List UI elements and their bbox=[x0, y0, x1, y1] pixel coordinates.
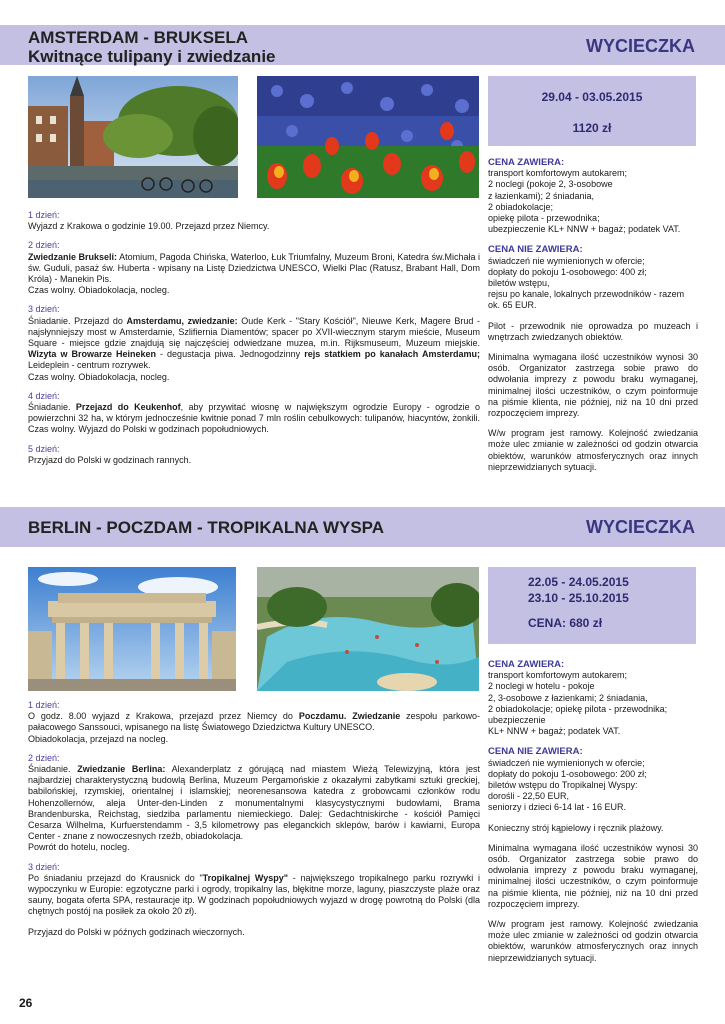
trip2-dates-2: 23.10 - 25.10.2015 bbox=[528, 591, 629, 605]
day-heading: 1 dzień: bbox=[28, 700, 60, 710]
trip2-dates-1: 22.05 - 24.05.2015 bbox=[528, 575, 629, 589]
trip1-dates: 29.04 - 03.05.2015 bbox=[541, 90, 643, 104]
trip2-tag: WYCIECZKA bbox=[586, 517, 695, 537]
day-heading: 3 dzień: bbox=[28, 304, 60, 315]
trip1-price-box bbox=[488, 76, 696, 146]
day-text: Czas wolny. Obiadokolacja, nocleg. bbox=[28, 285, 170, 296]
trip1-title-line1: AMSTERDAM - BRUKSELA bbox=[28, 28, 249, 47]
brandenburg-gate-photo bbox=[28, 567, 236, 691]
trip1-banner bbox=[0, 25, 725, 65]
day-text: Powrót do hotelu, nocleg. bbox=[28, 842, 130, 853]
includes-line: 2 obiadokolacje; bbox=[488, 201, 554, 212]
page-number: 26 bbox=[19, 996, 33, 1010]
includes-line: ubezpieczenie bbox=[488, 715, 546, 726]
tulip-field-photo bbox=[257, 76, 479, 198]
excludes-heading: CENA NIE ZAWIERA: bbox=[488, 746, 583, 758]
note: W/w program jest ramowy. Kolejność zwiedzania może ulec zmianie w zależności od godzin otwarcia obiektów, warunków atmosferycznych oraz innych nieprzewidzianych sytuacji. bbox=[488, 919, 698, 963]
includes-line: 2 noclegi w hotelu - pokoje bbox=[488, 681, 595, 692]
includes-line: z łazienkami); 2 śniadania, bbox=[488, 190, 595, 201]
note: Konieczny strój kąpielowy i ręcznik plażowy. bbox=[488, 822, 664, 833]
excludes-line: rejsu po kanale, lokalnych przewodników - razem ok. 65 EUR. bbox=[488, 289, 685, 311]
day-heading: 4 dzień: bbox=[28, 390, 60, 401]
day-text: O godz. 8.00 wyjazd z Krakowa, przejazd przez Niemcy do Poczdamu. Zwiedzanie zespołu parkowo-pałacowego Sanssouci, wpisanego na listę Światowego Dziedzictwa Kultury UNESCO. bbox=[28, 711, 480, 733]
trip1-price: 1120 zł bbox=[572, 121, 612, 135]
trip1-tag: WYCIECZKA bbox=[586, 36, 695, 56]
tropical-island-photo bbox=[257, 567, 479, 691]
trip2-info bbox=[488, 659, 698, 964]
day-text: Przyjazd do Polski w godzinach rannych. bbox=[28, 454, 192, 465]
day-text: Zwiedzanie Brukseli: Atomium, Pagoda Chińska, Waterloo, Łuk Triumfalny, Muzeum Broni, Katedra św.Michała i św. Guduli, pasaż św. Huberta - wpisany na Listę Dziedzictwa UNESCO, Wielki Plac (Ratusz, Brabant Hall, Dom Króla) - Manekin Pis. bbox=[28, 251, 481, 285]
trip1-title-line2: Kwitnące tulipany i zwiedzanie bbox=[28, 47, 276, 66]
day-heading: 2 dzień: bbox=[28, 752, 60, 763]
note: Pilot - przewodnik nie oprowadza po muzeach i wnętrzach zwiedzanych obiektów. bbox=[488, 320, 698, 342]
excludes-line: dopłaty do pokoju 1-osobowego: 400 zł; bbox=[488, 266, 647, 277]
day-heading: 5 dzień: bbox=[28, 443, 60, 454]
excludes-line: dorośli - 22,50 EUR, bbox=[488, 791, 570, 802]
trip1-itinerary bbox=[28, 210, 480, 466]
trip2-banner bbox=[0, 507, 725, 547]
trip2-price: CENA: 680 zł bbox=[528, 616, 603, 630]
day-text: Przyjazd do Polski w późnych godzinach wieczornych. bbox=[28, 926, 245, 937]
trip2-itinerary bbox=[28, 700, 480, 938]
includes-line: 2 obiadokolacje; opiekę pilota - przewodnika; bbox=[488, 703, 668, 714]
day-heading: 3 dzień: bbox=[28, 861, 60, 872]
excludes-line: dopłaty do pokoju 1-osobowego: 200 zł; bbox=[488, 768, 647, 779]
excludes-line: biletów wstępu, bbox=[488, 278, 550, 289]
excludes-line: świadczeń nie wymienionych w ofercie; bbox=[488, 757, 645, 768]
trip2-price-box bbox=[488, 567, 696, 644]
note: Minimalna wymagana ilość uczestników wynosi 30 osób. Organizator zastrzega sobie prawo do odwołania imprezy z powodu braku wymaganej, minimalnej ilości uczestników, o czym poinformuje na piśmie klienta, nie później, niż na 10 dni przed rozpoczęciem imprezy. bbox=[488, 352, 698, 419]
day-text: Wyjazd z Krakowa o godzinie 19.00. Przejazd przez Niemcy. bbox=[28, 221, 270, 232]
excludes-heading: CENA NIE ZAWIERA: bbox=[488, 244, 583, 256]
day-text: Czas wolny. Obiadokolacja, nocleg. bbox=[28, 371, 170, 382]
excludes-line: świadczeń nie wymienionych w ofercie; bbox=[488, 255, 645, 266]
trip1-info bbox=[488, 157, 698, 473]
trip2-title: BERLIN - POCZDAM - TROPIKALNA WYSPA bbox=[28, 518, 385, 537]
day-text: Śniadanie. Zwiedzanie Berlina: Alexanderplatz z górującą nad miastem Wieżą Telewizyjną, która jest najbardziej charakterystyczną budowlą Berlina, Muzeum Pergamońskie z okazałymi zabytkami sztuki greckiej, babilońskiej, rzymskiej, orientalnej i islamskiej; neorenesansowa katedra z grobowcami członków rodu Hohenzollernów, aleja Unter-den-Linden z monumentalnymi klasycystycznymi budowlami, Brama Brandenburska, Reichstag, siedziba parlamentu niemieckiego. Dalej: Gedachtniskirche - kościół Pamięci Cesarza Wilhelma, Kurfuerstendamm - 3,5 kilometrowy pas eleganckich sklepów, barów i kawiarni, Europa Center - znane z nowoczesnych rzeźb, obiadokolacja. bbox=[28, 764, 480, 842]
excludes-line: seniorzy i dzieci 6-14 lat - 16 EUR. bbox=[488, 802, 627, 813]
includes-line: 2, 3-osobowe z łazienkami; 2 śniadania, bbox=[488, 692, 648, 703]
amsterdam-canal-photo bbox=[28, 76, 238, 198]
note: W/w program jest ramowy. Kolejność zwiedzania może ulec zmianie w zależności od godzin otwarcia obiektów, warunków atmosferycznych oraz innych nieprzewidzianych sytuacji. bbox=[488, 428, 698, 472]
includes-heading: CENA ZAWIERA: bbox=[488, 157, 565, 168]
day-text: Obiadokolacja, przejazd na nocleg. bbox=[28, 733, 169, 744]
includes-heading: CENA ZAWIERA: bbox=[488, 659, 565, 670]
day-text: Śniadanie. Przejazd do Keukenhof, aby przywitać wiosnę w największym ogrodzie Europy - ogrodzie o powierzchni 32 ha, w którym jednocześnie kwitnie ponad 7 mln roślin cebulkowych: tulipanów, hiacyntów, żonkili. Czas wolny. Wyjazd do Polski w godzinach popołudniowych. bbox=[28, 402, 480, 435]
includes-line: KL+ NNW + bagaż; podatek VAT. bbox=[488, 726, 621, 737]
day-heading: 2 dzień: bbox=[28, 240, 60, 251]
note: Minimalna wymagana ilość uczestników wynosi 30 osób. Organizator zastrzega sobie prawo do odwołania imprezy z powodu braku wymaganej, minimalnej ilości uczestników, o czym poinformuje na piśmie klienta, nie później, niż na 10 dni przed rozpoczęciem imprezy. bbox=[488, 842, 698, 909]
day-text: Śniadanie. Przejazd do Amsterdamu, zwiedzanie: Oude Kerk - "Stary Kościół", Nieuwe Kerk, Magere Brud - najsłynniejszy most w Amsterdamie, Szlifiernia Diamentów; spacer po XVII-wiecznym starym mieście, Museum Square - miejsce gdzie znajdują się najczęściej odwiedzane muzea, m.in. Rijksmuseum, Muzeum miejskie. Wizyta w Browarze Heineken - degustacja piwa. Jednogodzinny rejs statkiem po kanałach Amsterdamu; Leideplein - centrum rozrywek. bbox=[28, 315, 481, 371]
day-text: Po śniadaniu przejazd do Krausnick do "Tropikalnej Wyspy" - największego tropikalnego parku rozrywki i wypoczynku w Europie: egzotyczne parki i ogrody, tropikalny las, błękitne morze, laguny, piaszczyste plaże oraz sauny, bogata oferta SPA, restauracje itp. W godzinach popołudniowych wyjazd w drogę powrotną do Polski (dla chętnych postój na posiłek za około 20 zł). bbox=[28, 872, 480, 917]
day-heading: 1 dzień: bbox=[28, 210, 60, 220]
includes-line: transport komfortowym autokarem; bbox=[488, 670, 628, 681]
excludes-line: biletów wstępu do Tropikalnej Wyspy: bbox=[488, 780, 638, 791]
includes-line: transport komfortowym autokarem; bbox=[488, 168, 628, 179]
includes-line: ubezpieczenie KL+ NNW + bagaż; podatek VAT. bbox=[488, 224, 681, 235]
includes-line: opiekę pilota - przewodnika; bbox=[488, 213, 600, 224]
includes-line: 2 noclegi (pokoje 2, 3-osobowe bbox=[488, 179, 613, 190]
